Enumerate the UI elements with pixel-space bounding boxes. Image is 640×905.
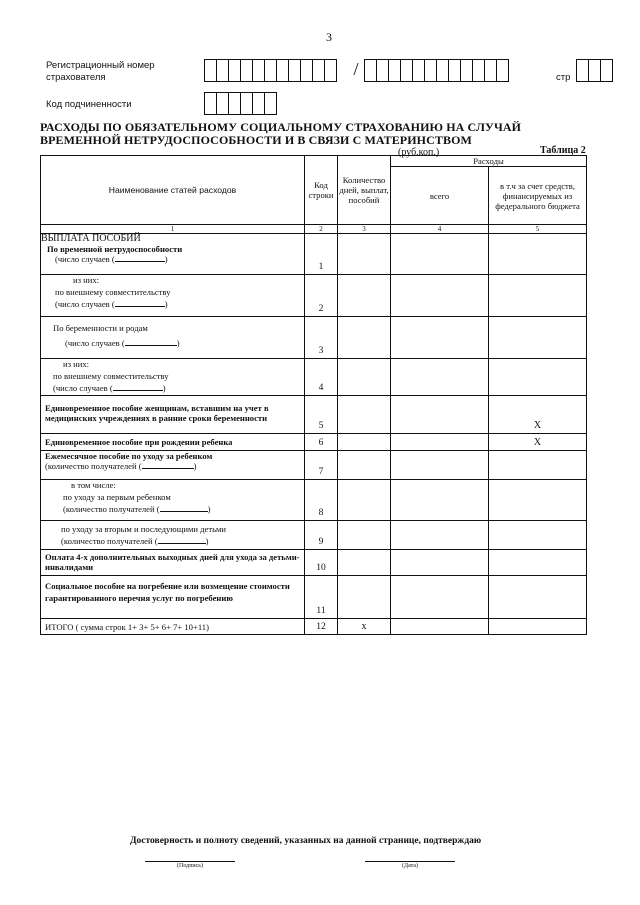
row-sublabel: (количество получателей ( bbox=[45, 461, 142, 471]
col-number-5: 5 bbox=[489, 225, 587, 234]
reg-number-slash: / bbox=[353, 59, 359, 79]
cell-total[interactable] bbox=[391, 434, 489, 451]
cell-federal[interactable] bbox=[489, 550, 587, 576]
cell-count[interactable] bbox=[338, 480, 391, 521]
cell-count[interactable] bbox=[338, 521, 391, 550]
row-code: 11 bbox=[305, 576, 338, 619]
paren-close: ) bbox=[207, 504, 211, 514]
table-row bbox=[41, 480, 587, 521]
cell-total[interactable] bbox=[391, 275, 489, 317]
cell-total[interactable] bbox=[391, 521, 489, 550]
reg-number-field-part2[interactable] bbox=[364, 59, 508, 82]
cell-count[interactable] bbox=[338, 576, 391, 619]
count-blank[interactable] bbox=[115, 306, 165, 307]
col-header-name: Наименование статей расходов bbox=[41, 156, 305, 225]
table-row bbox=[41, 234, 587, 275]
col-number-4: 4 bbox=[391, 225, 489, 234]
cell-total[interactable] bbox=[391, 317, 489, 359]
row-sublabel: (число случаев ( bbox=[65, 338, 125, 348]
count-blank[interactable] bbox=[160, 511, 208, 512]
count-blank[interactable] bbox=[125, 345, 177, 346]
col-header-total: всего bbox=[391, 167, 489, 225]
date-label: (Дата) bbox=[402, 863, 418, 869]
row-sublabel: из них: bbox=[63, 359, 90, 369]
row-code: 10 bbox=[305, 550, 338, 576]
table-label: Таблица 2 bbox=[540, 145, 586, 156]
row-code: 8 bbox=[305, 480, 338, 521]
table-row bbox=[41, 396, 587, 434]
paren-close: ) bbox=[162, 383, 166, 393]
cell-total[interactable] bbox=[391, 576, 489, 619]
row-sublabel: в том числе: bbox=[71, 480, 116, 490]
row-sublabel: (число случаев ( bbox=[55, 299, 115, 309]
table-row bbox=[41, 359, 587, 396]
row-code: 12 bbox=[305, 619, 338, 635]
subordination-field[interactable] bbox=[204, 92, 276, 115]
cell-federal[interactable] bbox=[489, 275, 587, 317]
row-code: 6 bbox=[305, 434, 338, 451]
col-header-federal: в т.ч за счет средств, финансируемых из федерального бюджета bbox=[489, 167, 587, 225]
row-sublabel: (число случаев ( bbox=[53, 383, 113, 393]
row-code: 3 bbox=[305, 317, 338, 359]
cell-count[interactable] bbox=[338, 451, 391, 480]
expenses-table bbox=[40, 155, 587, 635]
row-label: Социальное пособие на погребение или возмещение стоимости гарантированного перечня услуг по погребению bbox=[41, 576, 305, 619]
page-label: стр bbox=[556, 72, 571, 83]
count-blank[interactable] bbox=[113, 390, 163, 391]
reg-number-label: Регистрационный номер страхователя bbox=[46, 60, 155, 83]
cell-federal[interactable] bbox=[489, 521, 587, 550]
table-row bbox=[41, 576, 587, 619]
cell-federal[interactable] bbox=[489, 359, 587, 396]
row-code: 5 bbox=[305, 396, 338, 434]
row-label: Оплата 4-х дополнительных выходных дней для ухода за детьми-инвалидами bbox=[41, 550, 305, 576]
signature-line[interactable] bbox=[145, 861, 235, 862]
cell-total[interactable] bbox=[391, 480, 489, 521]
row-label: Единовременное пособие при рождении ребенка bbox=[41, 434, 305, 451]
signature-label: (Подпись) bbox=[176, 863, 204, 869]
col-header-expenses: Расходы bbox=[391, 156, 587, 167]
cell-count[interactable] bbox=[338, 234, 391, 275]
row-code: 2 bbox=[305, 275, 338, 317]
row-sublabel: из них: bbox=[73, 275, 100, 285]
count-blank[interactable] bbox=[158, 543, 206, 544]
table-row bbox=[41, 275, 587, 317]
row-label: по внешнему совместительству bbox=[53, 371, 169, 381]
paren-close: ) bbox=[193, 461, 197, 471]
row-sublabel: (количество получателей ( bbox=[63, 504, 160, 514]
row-label: По временной нетрудоспособности bbox=[47, 244, 183, 254]
row-label: по уходу за первым ребенком bbox=[63, 492, 171, 502]
table-row bbox=[41, 434, 587, 451]
cell-count-disabled: х bbox=[338, 619, 391, 635]
confirmation-text: Достоверность и полноту сведений, указанных на данной странице, подтверждаю bbox=[130, 836, 482, 846]
paren-close: ) bbox=[205, 536, 209, 546]
paren-close: ) bbox=[164, 254, 168, 264]
cell-count[interactable] bbox=[338, 396, 391, 434]
section-title: ВЫПЛАТА ПОСОБИЙ bbox=[41, 233, 141, 244]
cell-count[interactable] bbox=[338, 359, 391, 396]
cell-count[interactable] bbox=[338, 275, 391, 317]
paren-close: ) bbox=[176, 338, 180, 348]
cell-total[interactable] bbox=[391, 451, 489, 480]
page-number-field[interactable] bbox=[576, 59, 612, 82]
count-blank[interactable] bbox=[115, 261, 165, 262]
row-label: По беременности и родам bbox=[53, 323, 148, 333]
col-number-2: 2 bbox=[305, 225, 338, 234]
cell-total[interactable] bbox=[391, 396, 489, 434]
paren-close: ) bbox=[164, 299, 168, 309]
col-number-1: 1 bbox=[41, 225, 305, 234]
col-number-3: 3 bbox=[338, 225, 391, 234]
cell-count[interactable] bbox=[338, 550, 391, 576]
subordination-label: Код подчиненности bbox=[46, 99, 132, 110]
cell-federal-disabled: X bbox=[489, 396, 587, 434]
table-row bbox=[41, 550, 587, 576]
row-code: 1 bbox=[305, 234, 338, 275]
row-code: 7 bbox=[305, 451, 338, 480]
cell-total[interactable] bbox=[391, 234, 489, 275]
cell-federal[interactable] bbox=[489, 619, 587, 635]
cell-total[interactable] bbox=[391, 619, 489, 635]
cell-count[interactable] bbox=[338, 434, 391, 451]
cell-federal[interactable] bbox=[489, 451, 587, 480]
count-blank[interactable] bbox=[142, 468, 194, 469]
col-header-code: Код строки bbox=[305, 156, 338, 225]
row-sublabel: (число случаев ( bbox=[55, 254, 115, 264]
table-row bbox=[41, 451, 587, 480]
row-code: 9 bbox=[305, 521, 338, 550]
form-title: РАСХОДЫ ПО ОБЯЗАТЕЛЬНОМУ СОЦИАЛЬНОМУ СТРАХОВАНИЮ НА СЛУЧАЙ ВРЕМЕННОЙ НЕТРУДОСПОСОБНОСТИ И В СВЯЗИ С МАТЕРИНСТВОМ bbox=[40, 120, 522, 147]
table-row bbox=[41, 619, 587, 635]
reg-number-field-part1[interactable] bbox=[204, 59, 336, 82]
row-code: 4 bbox=[305, 359, 338, 396]
cell-count[interactable] bbox=[338, 317, 391, 359]
row-label: по внешнему совместительству bbox=[55, 287, 171, 297]
page-number: 3 bbox=[326, 30, 332, 44]
cell-total[interactable] bbox=[391, 359, 489, 396]
cell-federal[interactable] bbox=[489, 234, 587, 275]
cell-federal[interactable] bbox=[489, 480, 587, 521]
row-label: по уходу за вторым и последующими детьми bbox=[61, 524, 227, 534]
table-row bbox=[41, 317, 587, 359]
row-label: Единовременное пособие женщинам, вставшим на учет в медицинских учреждениях в ранние сроки беременности bbox=[41, 396, 305, 434]
table-row bbox=[41, 521, 587, 550]
row-sublabel: (количество получателей ( bbox=[61, 536, 158, 546]
date-line[interactable] bbox=[365, 861, 455, 862]
row-label: Ежемесячное пособие по уходу за ребенком bbox=[45, 451, 213, 461]
cell-federal-disabled: X bbox=[489, 434, 587, 451]
units-label: (руб.коп.) bbox=[398, 147, 440, 158]
cell-total[interactable] bbox=[391, 550, 489, 576]
row-label: ИТОГО ( сумма строк 1+ 3+ 5+ 6+ 7+ 10+11) bbox=[41, 619, 305, 635]
cell-federal[interactable] bbox=[489, 317, 587, 359]
cell-federal[interactable] bbox=[489, 576, 587, 619]
col-header-count: Количество дней, выплат, пособий bbox=[338, 156, 391, 225]
